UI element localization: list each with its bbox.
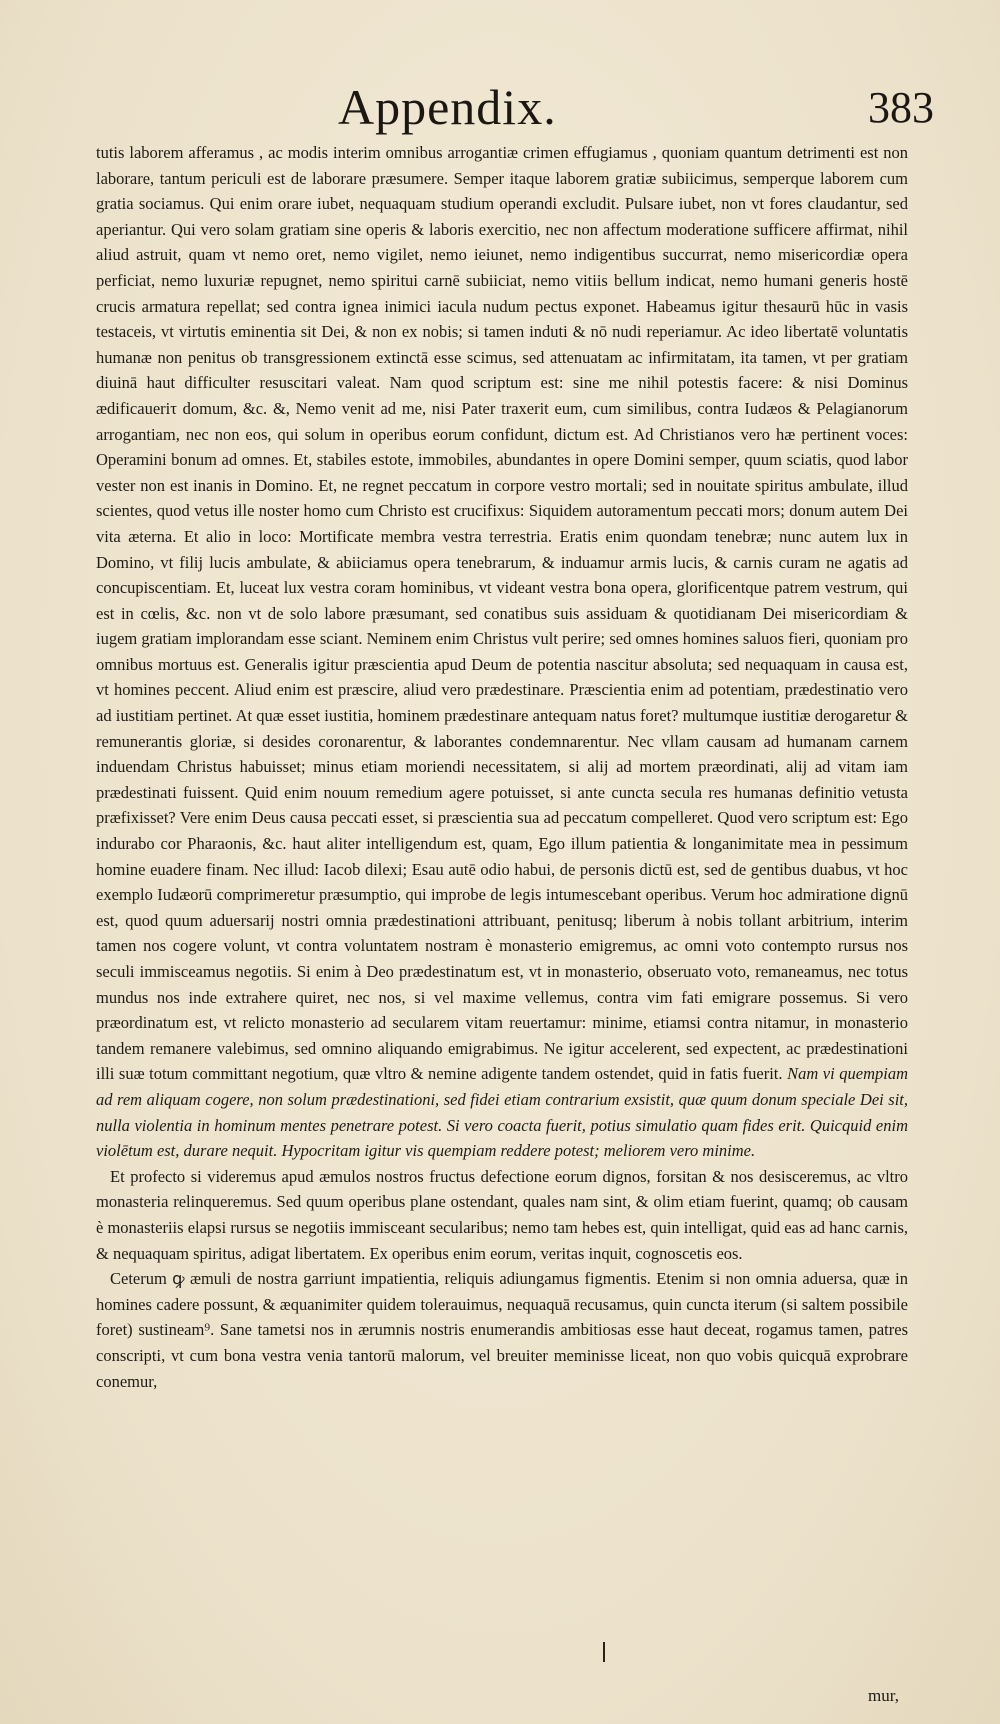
- running-head: Appendix.: [338, 79, 557, 135]
- paragraph-1-italic-text: Nam vi quempiam ad rem aliquam cogere, non solum prædestinationi, sed fidei etiam contrarium exsistit, quæ quum donum speciale Dei sit, nulla violentia in hominum mentes penetrare potest. Si vero coacta fuerit, potius simulatio quam fides erit. Quicquid enim violētum est, durare nequit. Hypocritam igitur vis quempiam reddere potest; meliorem vero minime.: [96, 1064, 909, 1161]
- page-header: [0, 78, 1000, 138]
- catchword: mur,: [868, 1686, 899, 1705]
- paragraph-3: Ceterum ꝙ æmuli de nostra garriunt impatientia, reliquis adiungamus figmentis. Etenim si non omnia aduersa, quæ in homines cadere possunt, & æquanimiter quidem tolerauimus, nequaquā recusamus, quin cuncta iterum (si saltem possibile foret) sustineam⁹. Sane tametsi nos in ærumnis nostris enumerandis ambitiosas esse haut deceat, rogamus tamen, patres conscripti, vt cum bona vestra venia tantorū malorum, vel breuiter meminisse liceat, non quo vobis quicquā exprobrare conemur,: [96, 1269, 908, 1391]
- page-number: 383: [868, 83, 934, 132]
- paragraph-1-text: tutis laborem afferamus , ac modis interim omnibus arrogantiæ crimen effugiamus , quoniam quantum detrimenti est non laborare, tantum periculi est de laborare præsumere. Semper itaque laborem gratiæ subiicimus, semperque laborem cum gratia sociamus. Qui enim orare iubet, nequaquam studium operandi excludit. Pulsare iubet, non vt fores claudantur, sed aperiantur. Qui vero solam gratiam sine operis & laboris exercitio, nec non affectum moderatione sufficere affirmat, nihil aliud astruit, quam vt nemo oret, nemo vigilet, nemo ieiunet, nemo indigentibus succurrat, nemo misericordiæ opera perficiat, nemo luxuriæ repugnet, nemo spiritui carnē subiiciat, nemo vitiis bellum indicat, nemo humani generis hostē crucis armatura repellat; sed contra ignea inimici iacula nudum pectus exponet. Habeamus igitur thesaurū hūc in vasis testaceis, vt virtutis eminentia sit Dei, & non ex nobis; si tamen induti & nō nudi reperiamur. Ac ideo libertatē voluntatis humanæ non penitus ob transgressionem extinctā esse scimus, sed attenuatam ac infirmitatam, ita tamen, vt per gratiam diuinā haut difficulter resuscitari valeat. Nam quod scriptum est: sine me nihil potestis facere: & nisi Dominus ædificaueriτ domum, &c. &, Nemo venit ad me, nisi Pater traxerit eum, cum similibus, contra Iudæos & Pelagianorum arrogantiam, nec non eos, qui solum in operibus eorum confidunt, dictum est. Ad Christianos vero hæ pertinent voces: Operamini bonum ad omnes. Et, stabiles estote, immobiles, abundantes in opere Domini semper, quum sciatis, quod labor vester non est inanis in Domino. Et, ne regnet peccatum in corpore vestro mortali; sed in nouitate spiritus ambulate, illud scientes, quod vetus ille noster homo cum Christo est crucifixus: Siquidem autoramentum peccati mors; donum autem Dei vita æterna. Et alio in loco: Mortificate membra vestra terrestria. Eratis enim quondam tenebræ; nunc autem lux in Domino, vt filij lucis ambulate, & abiiciamus opera tenebrarum, & induamur armis lucis, & carnis curam ne agatis ad concupiscentiam. Et, luceat lux vestra coram hominibus, vt videant vestra bona opera, glorificentque patrem vestrum, qui est in cœlis, &c. non vt de solo labore præsumant, sed conatibus suis assiduam & quotidianam Dei misericordiam & iugem gratiam implorandam esse sciant. Neminem enim Christus vult perire; sed omnes homines saluos fieri, quoniam pro omnibus mortuus est. Generalis igitur præscientia apud Deum de potentia nascitur absoluta; sed nequaquam in causa est, vt homines peccent. Aliud enim est præscire, aliud vero prædestinare. Præscientia enim ad potentiam, prædestinatio vero ad iustitiam pertinet. At quæ esset iustitia, hominem prædestinare antequam natus foret? multumque iustitiæ derogaretur & remunerantis gloriæ, si desides coronarentur, & laborantes condemnarentur. Nec vllam causam ad humanam carnem induendam Christus habuisset; minus etiam moriendi necessitatem, si alij ad mortem præordinati, alij ad vitam iam prædestinati fuissent. Quid enim nouum remedium agere potuisset, si ante cuncta secula res humanas definitio vetusta præfixisset? Vere enim Deus causa peccati esset, si præscientia sua ad peccatum compelleret. Quod vero scriptum est: Ego indurabo cor Pharaonis, &c. haut aliter intelligendum est, quam, Ego illum patientia & longanimitate mea in pessimum homine euadere finam. Nec illud: Iacob dilexi; Esau autē odio habui, de personis dictū est, sed de gentibus duabus, vt hoc exemplo Iudæorū comprimeretur præsumptio, qui improbe de legis intumescebant operibus. Verum hoc admiratione dignū est, quod quum aduersarij nostri omnia prædestinationi attribuant, penitusq; liberum à nobis tollant arbitrium, interim tamen nos cogere volunt, vt contra voluntatem nostram è monasterio emigremus, ac omni voto contempto rursus nos seculi immisceamus negotiis. Si enim à Deo prædestinatum est, vt in monasterio, obseruato voto, remaneamus, nec totus mundus nos inde extrahere quiret, nec nos, si vel maxime vellemus, contra vim fati emigrare possemus. Si vero præordinatum est, vt relicto monasterio ad secularem vitam reuertamur: minime, etiamsi contra nitamur, in monasterio tandem remanere valebimus, sed omnino aliquando emigrabimus. Ne igitur accelerent, sed expectent, ac prædestinationi illi suæ totum committant negotium, quæ vltro & nemine adigente tandem ostendet, quid in fatis fuerit.: [96, 143, 908, 1084]
- ink-mark: [603, 1642, 605, 1662]
- paragraph-2: Et profecto si videremus apud æmulos nostros fructus defectione eorum dignos, forsitan & nos desisceremus, ac vltro monasteria relinqueremus. Sed quum operibus plane ostendant, quales nam sint, & olim etiam fuerint, quamq; ob causam è monasteriis elapsi rursus se negotiis immisceant secularibus; nemo tam hebes est, quin intelligat, quid eas ad hanc carnis, & nequaquam spiritus, adigat libertatem. Ex operibus enim eorum, veritas inquit, cognoscetis eos.: [96, 1166, 908, 1263]
- paragraph-1: [96, 140, 908, 1164]
- text-body: [96, 140, 908, 1394]
